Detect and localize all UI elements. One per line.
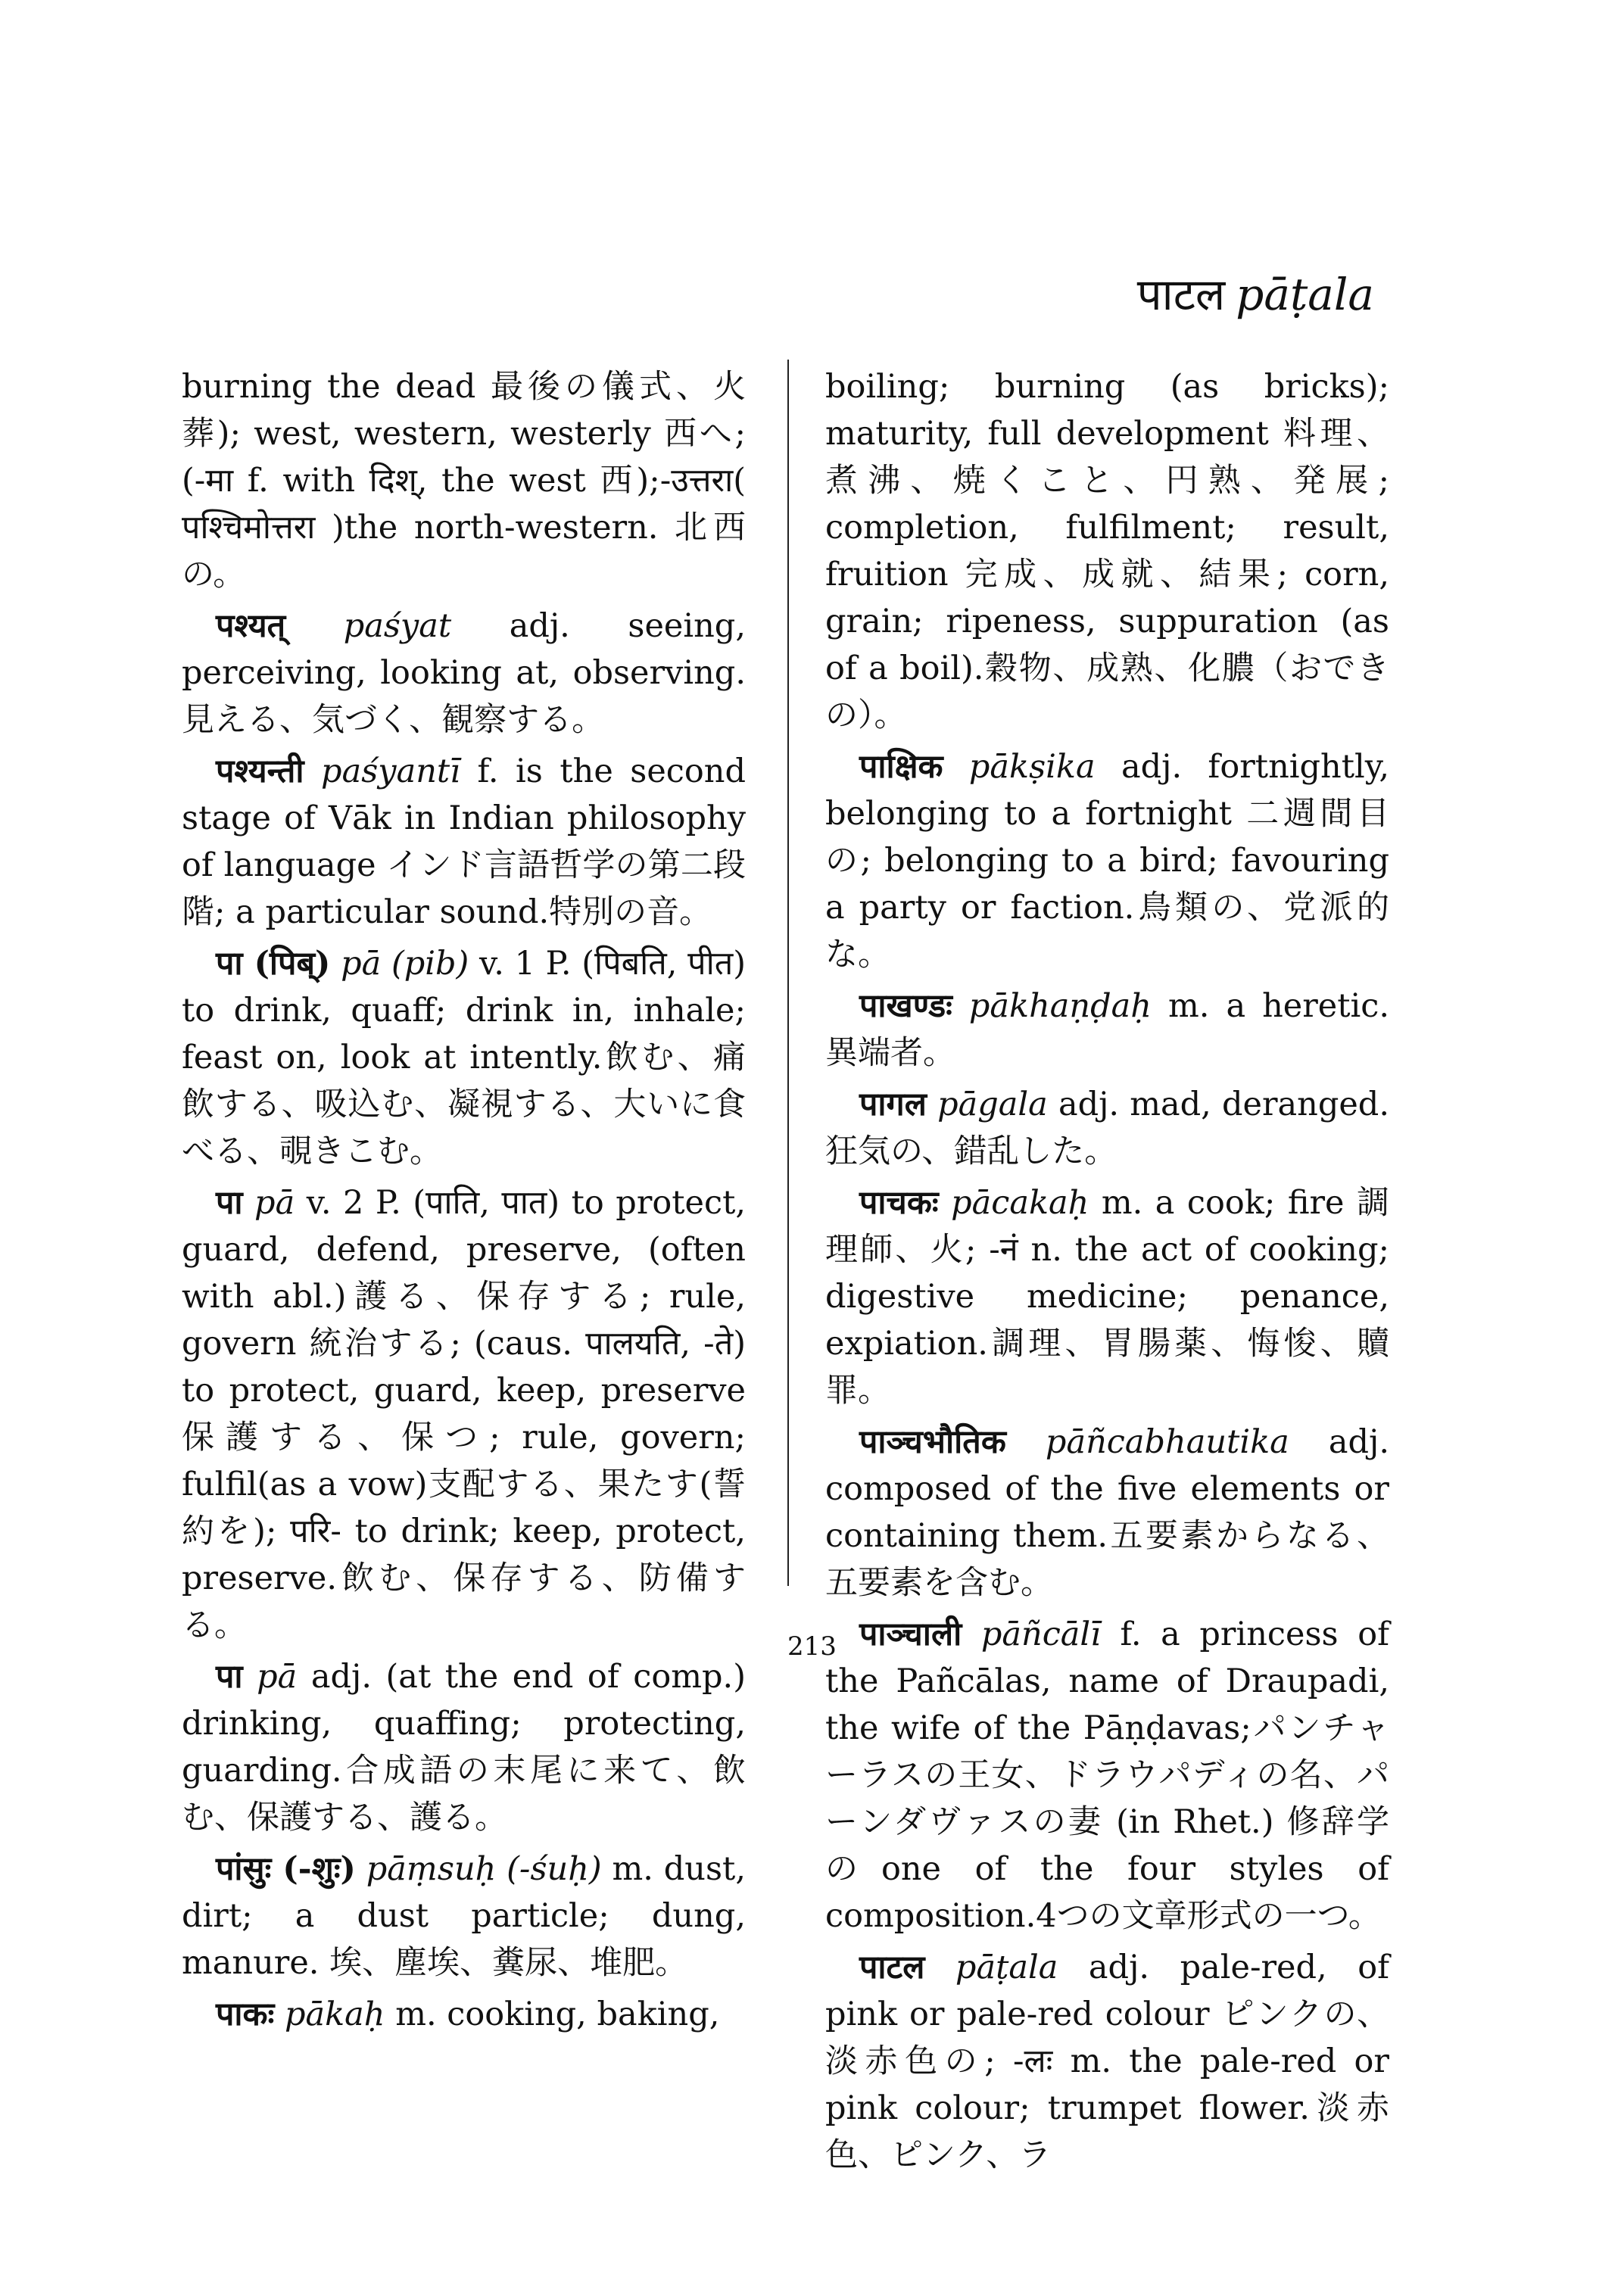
entry-transliteration: pāṃsuḥ (-śuḥ) (366, 1850, 602, 1888)
entry-headword: पाचकः (859, 1184, 939, 1222)
entry-transliteration: pāñcālī (980, 1615, 1101, 1653)
entry-transliteration: pā (257, 1658, 298, 1696)
entry-text: m. a heretic.異端者。 (825, 987, 1390, 1072)
entry-text: adj. seeing, perceiving, looking at, observing.見える、気づく、観察する。 (182, 607, 746, 739)
dictionary-entry (182, 603, 746, 743)
entry-headword: पाकः (216, 1995, 275, 2033)
running-header (1136, 269, 1374, 320)
dictionary-entry (825, 1081, 1389, 1175)
dictionary-entry (825, 983, 1389, 1076)
dictionary-entry (182, 1991, 746, 2038)
entry-headword: पाटल (859, 1949, 925, 1986)
dictionary-entry (825, 1944, 1389, 2179)
dictionary-entry (825, 1179, 1389, 1414)
entry-transliteration: pācakaḥ (951, 1184, 1089, 1222)
dictionary-entry (182, 1653, 746, 1841)
entry-text: adj. mad, deranged. 狂気の、錯乱した。 (825, 1086, 1389, 1170)
header-translit: pāṭala (1236, 269, 1374, 320)
entry-transliteration: pākaḥ (284, 1995, 385, 2033)
header-devanagari: पाटल (1136, 269, 1226, 320)
entry-headword: पा (216, 1184, 243, 1222)
entry-transliteration: pā (pib) (341, 945, 469, 983)
entry-text: adj. fortnightly, belonging to a fortnight 二週間目の; belonging to a bird; favouring a party or faction.鳥類の、党派的な。 (825, 748, 1390, 974)
entry-text: adj. pale-red, of pink or pale-red colour ピンクの、淡赤色の; -लः m. the pale-red or pink colour; trumpet flower.淡赤色、ピンク、ラ (825, 1949, 1390, 2174)
entry-headword: पागल (859, 1086, 927, 1123)
entry-headword: पश्यत् (216, 607, 286, 645)
entry-transliteration: paśyat (343, 607, 452, 645)
entry-headword: पा (216, 1658, 243, 1696)
entry-transliteration: pāgala (937, 1086, 1048, 1123)
entry-transliteration: pāṭala (955, 1949, 1058, 1986)
entry-text: f. a princess of the Pañcālas, name of Draupadi, the wife of the Pāṇḍavas;パンチャーラスの王女、ドラウパディの名、パーンダヴァスの妻 (in Rhet.) 修辞学のone of the four styles of composition.4つの文章形式の一つ。 (825, 1615, 1389, 1935)
dictionary-entry (182, 1179, 746, 1649)
dictionary-entry (182, 1846, 746, 1986)
entry-transliteration: pāñcabhautika (1045, 1423, 1289, 1461)
entry-headword: पश्यन्ती (216, 752, 304, 790)
entry-text: boiling; burning (as bricks); maturity, full development 料理、煮沸、焼くこと、円熟、発展; completion, fulfilment; result, fruition 完成、成就、結果; corn, grain; ripeness, suppuration (as of a boil).穀物、成熟、化膿（おできの）。 (825, 368, 1389, 734)
entry-text: m. cooking, baking, (395, 1995, 720, 2033)
entry-transliteration: pākhaṇḍaḥ (968, 987, 1152, 1025)
entry-headword: पाञ्चभौतिक (859, 1423, 1006, 1461)
entry-transliteration: paśyantī (321, 752, 460, 790)
entry-headword: पाक्षिक (859, 748, 943, 786)
right-column (825, 363, 1389, 2183)
entry-transliteration: pā (254, 1184, 295, 1222)
entry-text: m. a cook; fire 調理師、火; -नं n. the act of cooking; digestive medicine; penance, expiation.調理、胃腸薬、悔悛、贖罪。 (825, 1184, 1389, 1410)
entry-headword: पाञ्चाली (859, 1615, 962, 1653)
page-number: 213 (787, 1631, 837, 1662)
dictionary-entry (182, 363, 746, 598)
dictionary-entry (182, 748, 746, 936)
entry-transliteration: pākṣika (968, 748, 1096, 786)
column-divider (787, 360, 789, 1586)
entry-text: adj. composed of the five elements or containing them.五要素からなる、五要素を含む。 (825, 1423, 1390, 1602)
entry-text: v. 1 P. (पिबति, पीत) to drink, quaff; drink in, inhale; feast on, look at intently.飲む、痛飲する、吸込む、凝視する、大いに食べる、覗きこむ。 (182, 945, 747, 1170)
dictionary-entry (825, 1419, 1389, 1606)
entry-text: v. 2 P. (पाति, पात) to protect, guard, defend, preserve, (often with abl.)護る、保存する; rule, govern 統治する; (caus. पालयति, -ते) to protect, guard, keep, preserve 保護する、保つ; rule, govern; fulfil(as a vow)支配する、果たす(誓約を); परि- to drink; keep, protect, preserve.飲む、保存する、防備する。 (182, 1184, 747, 1644)
entry-text: m. dust, dirt; a dust particle; dung, manure. 埃、塵埃、糞尿、堆肥。 (182, 1850, 747, 1982)
entry-headword: पांसुः (-शुः) (216, 1850, 356, 1888)
entry-headword: पा (पिब्) (216, 945, 331, 983)
entry-text: adj. (at the end of comp.) drinking, quaffing; protecting, guarding.合成語の末尾に来て、飲む、保護する、護る。 (182, 1658, 746, 1837)
entry-text: f. is the second stage of Vāk in Indian philosophy of language インド言語哲学の第二段階; a particular sound.特別の音。 (182, 752, 746, 931)
left-column (182, 363, 746, 2042)
dictionary-entry (182, 940, 746, 1175)
dictionary-entry (825, 743, 1389, 978)
entry-headword: पाखण्डः (859, 987, 952, 1025)
dictionary-entry (825, 363, 1389, 739)
entry-text: burning the dead 最後の儀式、火葬); west, western, westerly 西へ; (-मा f. with दिश्, the west 西);-उत्तरा( पश्चिमोत्तरा )the north-western. 北西の。 (182, 368, 746, 594)
